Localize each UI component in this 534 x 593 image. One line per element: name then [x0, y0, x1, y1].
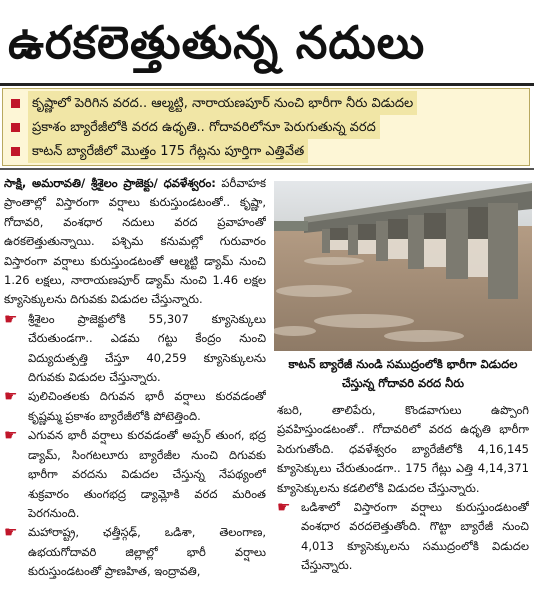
article-point	[4, 387, 266, 426]
article-point	[4, 310, 266, 388]
point-text: పులిచింతలకు దిగువన భారీ వర్షాలు కురవడంతో కృష్ణమ్మ ప్రకాశం బ్యారేజీలోకి పోటెత్తింది.	[28, 389, 266, 423]
red-square-bullet-icon	[11, 147, 20, 156]
highlights-box	[2, 88, 530, 166]
barrage-photo	[274, 181, 532, 351]
dateline: సాక్షి, అమరావతి/ శ్రీశైలం ప్రాజెక్టు/ ధవళేశ్వరం:	[4, 176, 216, 190]
red-square-bullet-icon	[11, 123, 20, 132]
article-left-column	[4, 174, 266, 589]
intro-text: పరీవాహక ప్రాంతాల్లో విస్తారంగా వర్షాలు కురుస్తుండటంతో.. కృష్ణా, గోదావరి, వంశధార నదులు వరద ప్రవాహంతో ఉరకలెత్తుతున్నాయి. పశ్చిమ కనుమల్లో గురువారం విస్తారంగా వర్షాలు కురుస్తుండటంతో ఆల్మట్టి డ్యామ్ నుంచి 1.26 లక్షలు, నారాయణపూర్ డ్యామ్ నుంచి 1.46 లక్షల క్యూసెక్కులను దిగువకు విడుదల చేస్తున్నారు.	[4, 176, 266, 307]
highlight-text: ప్రకాశం బ్యారేజీలోకి వరద ఉధృతి.. గోదావరిలోనూ పెరుగుతున్న వరద	[28, 115, 380, 139]
highlight-item	[3, 139, 529, 163]
point-text: ఎగువన భారీ వర్షాలు కురవడంతో అప్పర్ తుంగ, భద్ర డ్యామ్, సింగటలూరు బ్యారేజీల నుంచి దిగువకు భారీగా వరదను విడుదల చేస్తున్న నేపథ్యంలో శుక్రవారం తుంగభద్ర డ్యామ్లోకి వరద మరింత పెరగనుంది.	[28, 428, 266, 520]
headline-rule	[0, 83, 534, 86]
article-intro	[4, 174, 266, 310]
article-continuation: శబరి, తాలిపేరు, కొండవాగులు ఉప్పొంగి ప్రవహిస్తుండటంతో.. గోదావరిలో వరద ఉధృతి భారీగా పెరుగుతోంది. ధవళేశ్వరం బ్యారేజీలోకి 4,16,145 క్యూసెక్కులు చేరుతుండగా.. 175 గేట్లు ఎత్తి 4,14,371 క్యూసెక్కులను కడలిలోకి విడుదల చేస్తున్నారు.	[277, 403, 529, 495]
article-point	[4, 523, 266, 581]
pointing-hand-icon: ☛	[4, 387, 18, 406]
point-text: ఒడిశాలో విస్తారంగా వర్షాలు కురుస్తుండటంతో వంశధార వరదలెత్తుతోంది. గొట్టా బ్యారేజీ నుంచి 4,013 క్యూసెక్కులను సముద్రంలోకి విడుదల చేస్తున్నారు.	[301, 500, 529, 573]
barrage-photo-illustration	[274, 181, 532, 351]
red-square-bullet-icon	[11, 99, 20, 108]
highlight-text: కృష్ణాలో పెరిగిన వరద.. ఆల్మట్టి, నారాయణపూర్ నుంచి భారీగా నీరు విడుదల	[28, 91, 417, 115]
highlight-item	[3, 115, 529, 139]
article-right-column	[277, 401, 529, 591]
highlight-text: కాటన్ బ్యారేజీలో మొత్తం 175 గేట్లను పూర్తిగా ఎత్తివేత	[28, 139, 308, 163]
article-point	[277, 498, 529, 576]
pointing-hand-icon: ☛	[4, 309, 18, 328]
pointing-hand-icon: ☛	[4, 426, 18, 445]
point-text: శ్రీశైలం ప్రాజెక్టులోకి 55,307 క్యూసెక్కులు చేరుతుండగా.. ఎడమ గట్టు కేంద్రం నుంచి విద్యుదుత్పత్తి చేస్తూ 40,259 క్యూసెక్కులను దిగువకు విడుదల చేస్తున్నారు.	[28, 311, 266, 385]
pointing-hand-icon: ☛	[4, 523, 18, 542]
point-text: మహారాష్ట్ర, ఛత్తీస్గఢ్, ఒడిశా, తెలంగాణ, ఉభయగోదావరి జిల్లాల్లో భారీ వర్షాలు కురుస్తుండటంతో ప్రాణహిత, ఇంద్రావతి,	[28, 525, 266, 579]
highlight-item	[3, 91, 529, 115]
headline: ఉరకలెత్తుతున్న నదులు	[8, 16, 426, 69]
article-point	[4, 426, 266, 523]
photo-caption: కాటన్ బ్యారేజీ నుండి సముద్రంలోకి భారీగా విడుదల చేస్తున్న గోదావరి వరద నీరు	[288, 357, 518, 390]
section-divider	[0, 168, 534, 170]
pointing-hand-icon: ☛	[277, 498, 291, 517]
